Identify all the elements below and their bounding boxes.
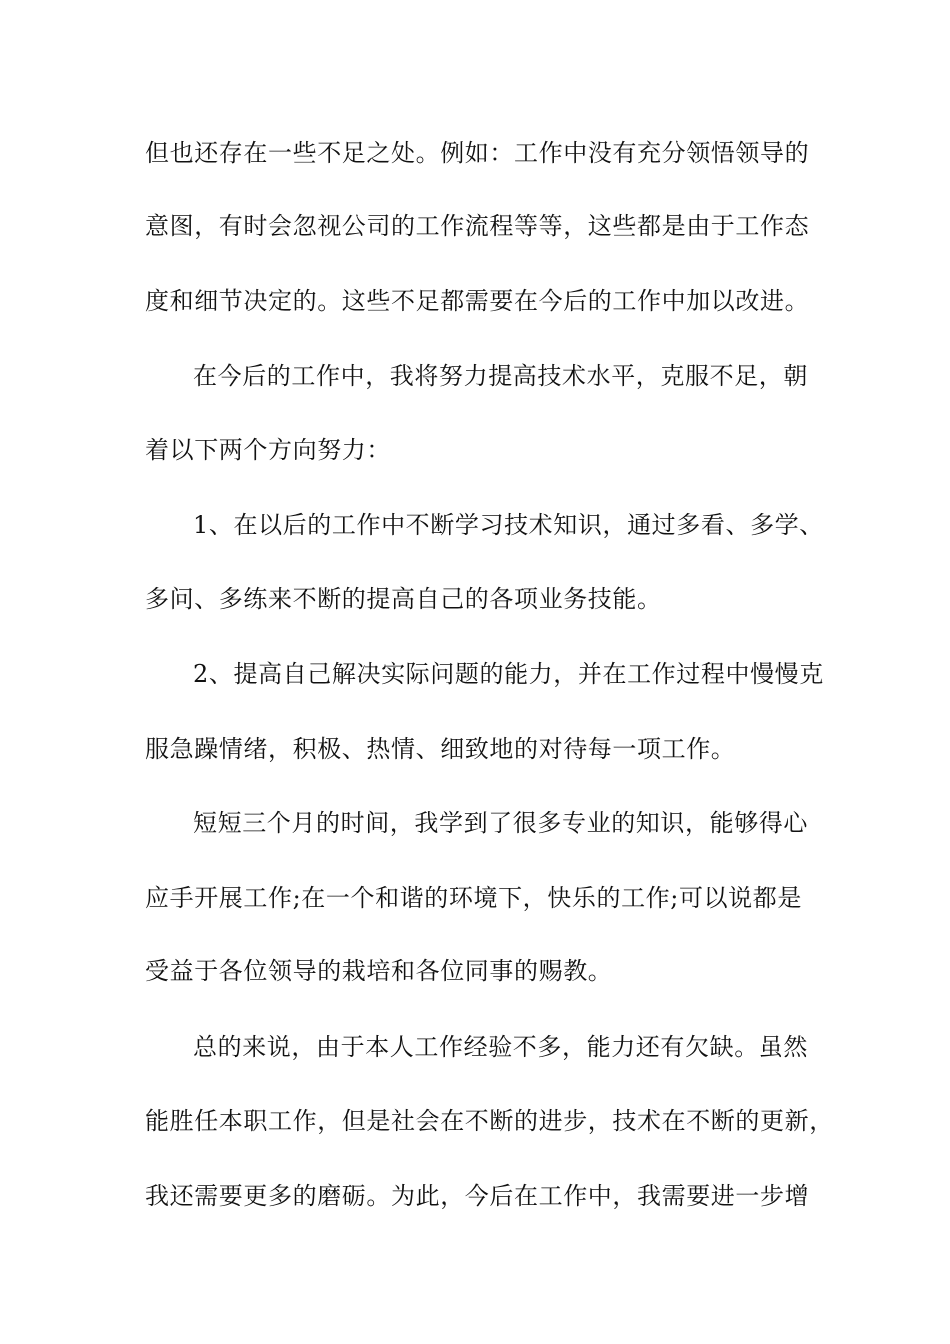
text-line: 应手开展工作;在一个和谐的环境下，快乐的工作;可以说都是 bbox=[145, 884, 802, 912]
paragraph-first-line: 总的来说，由于本人工作经验不多，能力还有欠缺。虽然 bbox=[193, 1033, 808, 1061]
text-line: 我还需要更多的磨砺。为此，今后在工作中，我需要进一步增 bbox=[145, 1182, 810, 1210]
text-line: 着以下两个方向努力： bbox=[145, 436, 391, 464]
text-line: 能胜任本职工作，但是社会在不断的进步，技术在不断的更新， bbox=[145, 1107, 834, 1135]
text-line: 意图，有时会忽视公司的工作流程等等，这些都是由于工作态 bbox=[145, 212, 810, 240]
text-line: 受益于各位领导的栽培和各位同事的赐教。 bbox=[145, 957, 613, 985]
paragraph-first-line: 在今后的工作中，我将努力提高技术水平，克服不足，朝 bbox=[193, 362, 808, 390]
text-line: 服急躁情绪，积极、热情、细致地的对待每一项工作。 bbox=[145, 735, 736, 763]
text-line: 但也还存在一些不足之处。例如：工作中没有充分领悟领导的 bbox=[145, 139, 810, 167]
text-line: 多问、多练来不断的提高自己的各项业务技能。 bbox=[145, 585, 662, 613]
list-item-1-line: 1、在以后的工作中不断学习技术知识，通过多看、多学、 bbox=[193, 511, 824, 539]
list-item-2-line: 2、提高自己解决实际问题的能力，并在工作过程中慢慢克 bbox=[193, 660, 824, 688]
text-line: 度和细节决定的。这些不足都需要在今后的工作中加以改进。 bbox=[145, 287, 810, 315]
paragraph-first-line: 短短三个月的时间，我学到了很多专业的知识，能够得心 bbox=[193, 809, 808, 837]
